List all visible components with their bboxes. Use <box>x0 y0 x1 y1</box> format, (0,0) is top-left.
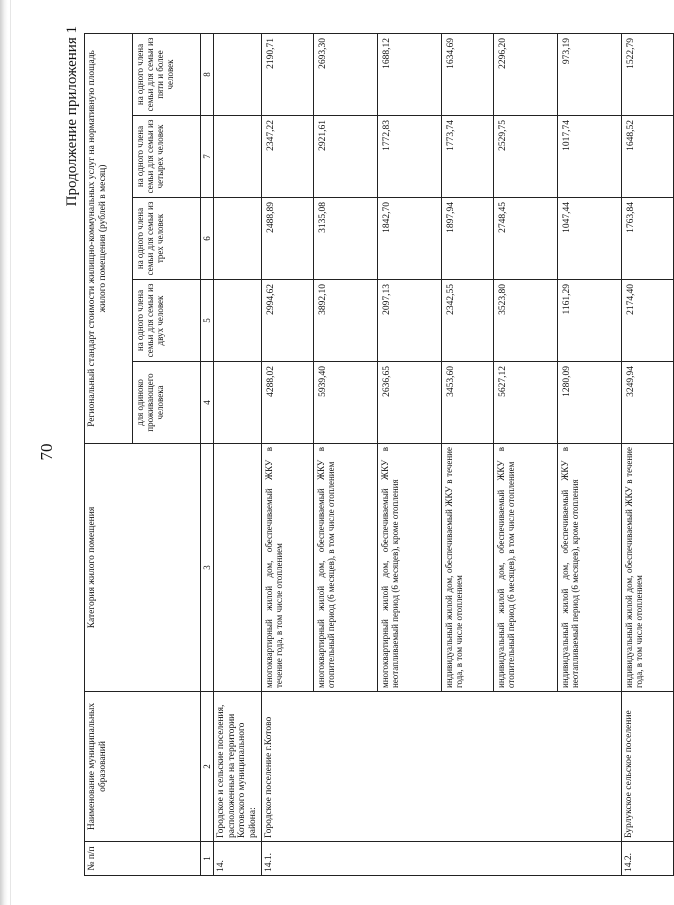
value-three: 1842,70 <box>377 198 441 280</box>
scan-shadow <box>0 0 8 905</box>
group-name: Городское и сельские поселения, расположенные на территории Котовского муниципального района: <box>214 692 262 842</box>
column-index: 7 <box>201 116 214 198</box>
header-municipality: Наименование муниципальных образований <box>85 692 201 842</box>
header-sub-2: на одного члена семьи для семьи из двух человек <box>133 280 201 362</box>
header-sub-3: на одного члена семьи для семьи из трех человек <box>133 198 201 280</box>
column-index: 3 <box>201 444 214 692</box>
value-three: 1047,44 <box>557 198 621 280</box>
value-five: 2296,20 <box>493 34 557 116</box>
value-four: 2921,61 <box>313 116 377 198</box>
value-three: 1763,84 <box>621 198 673 280</box>
row-municipality: Бурлукское сельское поселение <box>621 692 673 842</box>
column-index: 4 <box>201 362 214 444</box>
column-index: 5 <box>201 280 214 362</box>
column-index-row <box>201 34 214 876</box>
header-sub-5: на одного члена семьи для семьи из пяти и более человек <box>133 34 201 116</box>
table-row <box>621 34 673 876</box>
value-three: 2488,89 <box>261 198 313 280</box>
empty-cell <box>214 280 262 362</box>
column-index: 8 <box>201 34 214 116</box>
row-category: индивидуальный жилой дом, обеспечиваемый ЖКУ в течение года, в том числе отоплением <box>441 444 493 692</box>
value-single: 5939,40 <box>313 362 377 444</box>
value-four: 2347,22 <box>261 116 313 198</box>
value-five: 973,19 <box>557 34 621 116</box>
row-category: индивидуальный жилой дом, обеспечиваемый ЖКУ в неотапливаемый период (6 месяцев), кроме отопления <box>557 444 621 692</box>
value-single: 5627,12 <box>493 362 557 444</box>
empty-cell <box>214 444 262 692</box>
continuation-caption: Продолжение приложения 1 <box>64 26 80 207</box>
value-four: 1648,52 <box>621 116 673 198</box>
value-single: 1280,09 <box>557 362 621 444</box>
value-three: 1897,94 <box>441 198 493 280</box>
value-two: 2342,55 <box>441 280 493 362</box>
value-single: 3453,60 <box>441 362 493 444</box>
header-sub-1: для одиноко проживающего человека <box>133 362 201 444</box>
regional-standard-table <box>84 33 674 876</box>
value-two: 3523,80 <box>493 280 557 362</box>
value-five: 2190,71 <box>261 34 313 116</box>
value-five: 1688,12 <box>377 34 441 116</box>
row-category: индивидуальный жилой дом, обеспечиваемый ЖКУ в отопительный период (6 месяцев), в том числе отоплением <box>493 444 557 692</box>
value-five: 1522,79 <box>621 34 673 116</box>
value-five: 2693,30 <box>313 34 377 116</box>
row-num: 14.1. <box>261 842 621 876</box>
value-four: 2529,75 <box>493 116 557 198</box>
empty-cell <box>214 116 262 198</box>
value-four: 1773,74 <box>441 116 493 198</box>
row-category: индивидуальный жилой дом, обеспечиваемый ЖКУ в течение года, в том числе отоплением <box>621 444 673 692</box>
table-row <box>261 34 313 876</box>
header-category: Категория жилого помещения <box>85 444 201 692</box>
value-three: 3135,08 <box>313 198 377 280</box>
row-num: 14.2. <box>621 842 673 876</box>
value-single: 2636,65 <box>377 362 441 444</box>
value-single: 4288,02 <box>261 362 313 444</box>
column-index: 6 <box>201 198 214 280</box>
row-category: многоквартирный жилой дом, обеспечиваемый ЖКУ в течение года, в том числе отоплением <box>261 444 313 692</box>
value-four: 1772,83 <box>377 116 441 198</box>
header-num: № п/п <box>85 842 201 876</box>
group-num: 14. <box>214 842 262 876</box>
value-two: 2994,62 <box>261 280 313 362</box>
empty-cell <box>214 362 262 444</box>
group-row <box>214 34 262 876</box>
rotated-page-content <box>64 10 644 890</box>
value-two: 2174,40 <box>621 280 673 362</box>
value-two: 3892,10 <box>313 280 377 362</box>
empty-cell <box>214 198 262 280</box>
header-sub-4: на одного члена семьи для семьи из четырех человек <box>133 116 201 198</box>
row-municipality: Городское поселение г.Котово <box>261 692 621 842</box>
value-two: 2097,13 <box>377 280 441 362</box>
empty-cell <box>214 34 262 116</box>
row-category: многоквартирный жилой дом, обеспечиваемый ЖКУ в отопительный период (6 месяцев), в том числе отоплением <box>313 444 377 692</box>
value-two: 1161,29 <box>557 280 621 362</box>
column-index: 2 <box>201 692 214 842</box>
value-five: 1634,69 <box>441 34 493 116</box>
header-standard: Региональный стандарт стоимости жилищно-коммунальных услуг на нормативную площадь жилого помещения (рублей в месяц) <box>85 34 133 444</box>
column-index: 1 <box>201 842 214 876</box>
value-three: 2748,45 <box>493 198 557 280</box>
value-four: 1017,74 <box>557 116 621 198</box>
scan-edge-line <box>10 0 11 905</box>
value-single: 3249,94 <box>621 362 673 444</box>
page-number: 70 <box>37 443 56 461</box>
row-category: многоквартирный жилой дом, обеспечиваемый ЖКУ в неотапливаемый период (6 месяцев), кроме отопления <box>377 444 441 692</box>
